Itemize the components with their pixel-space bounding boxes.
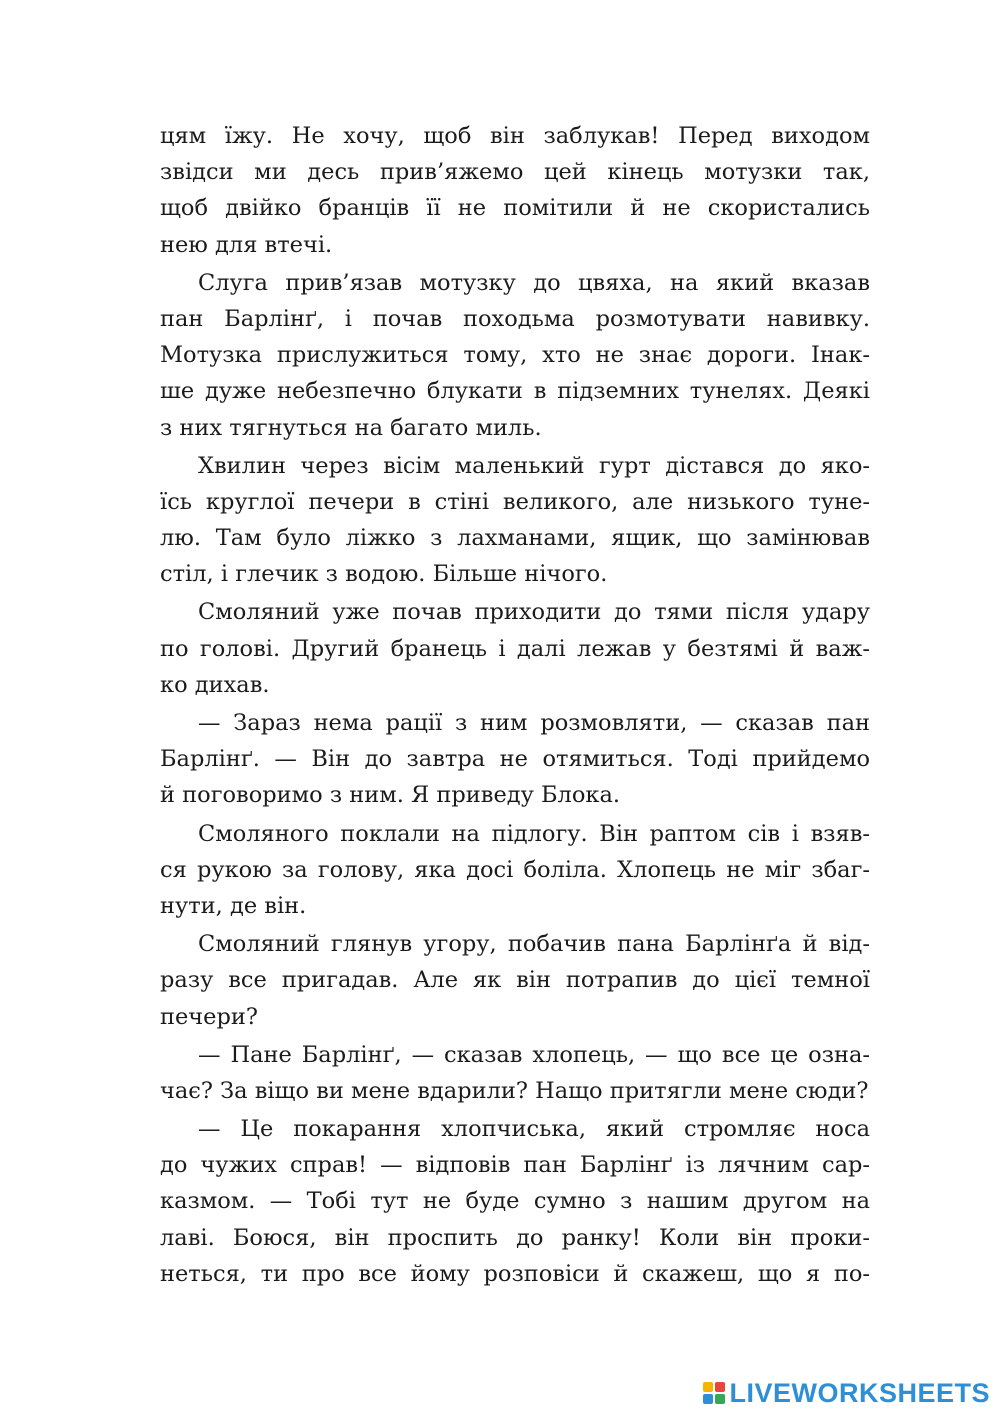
text-line: казмом. — Тобі тут не буде сумно з нашим другом на: [160, 1188, 870, 1215]
text-line: цям їжу. Не хочу, щоб він заблукав! Перед виходом: [160, 123, 870, 149]
text-line: — Пане Барлінґ, — сказав хлопець, — що все це озна-: [198, 1041, 870, 1068]
text-line: Слуга прив’язав мотузку до цвяха, на який вказав: [198, 269, 870, 296]
text-line: — Це покарання хлопчиська, який стромляє носа: [198, 1116, 870, 1143]
paragraph: [160, 594, 870, 703]
paragraph: [160, 705, 870, 814]
text-line: ше дуже небезпечно блукати в підземних тунелях. Деякі: [160, 378, 870, 405]
paragraph: [160, 1111, 870, 1292]
text-line: лаві. Боюся, він проспить до ранку! Коли він проки-: [160, 1224, 870, 1251]
text-line: — Зараз нема рації з ним розмовляти, — сказав пан: [198, 710, 870, 736]
text-line: щоб двійко бранців її не помітили й не скористались: [160, 195, 870, 222]
text-line: лю. Там було ліжко з лахманами, ящик, що замінював: [160, 525, 870, 552]
text-line: Барлінґ. — Він до завтра не отямиться. Тоді прийдемо: [160, 746, 870, 773]
text-line: Мотузка прислужиться тому, хто не знає дороги. Інак-: [160, 342, 870, 369]
text-line: неться, ти про все йому розповіси й скажеш, що я по-: [160, 1260, 870, 1287]
text-line: разу все пригадав. Але як він потрапив до цієї темної: [160, 967, 870, 994]
text-line: й поговоримо з ним. Я приведу Блока.: [160, 782, 621, 809]
text-line: Хвилин через вісім маленький гурт дістався до яко-: [198, 452, 870, 479]
text-line: нути, де він.: [160, 892, 307, 919]
text-line: по голові. Другий бранець і далі лежав у безтямі й важ-: [160, 635, 870, 662]
text-line: ко дихав.: [160, 671, 270, 698]
brand-name: LIVEWORKSHEETS: [729, 1377, 990, 1408]
paragraph: [160, 118, 870, 263]
text-line: чає? За віщо ви мене вдарили? Нащо притягли мене сюди?: [160, 1077, 869, 1104]
paragraph: [160, 265, 870, 446]
paragraph: [160, 926, 870, 1035]
text-line: Смоляний уже почав приходити до тями після удару: [198, 599, 870, 626]
text-line: Смоляний глянув угору, побачив пана Барлінґа й від-: [198, 931, 870, 958]
text-line: стіл, і глечик з водою. Більше нічого.: [160, 561, 608, 588]
text-line: печери?: [160, 1003, 258, 1030]
liveworksheets-logo-icon: [703, 1382, 725, 1404]
paragraph: [160, 1037, 870, 1109]
text-line: Смоляного поклали на підлогу. Він раптом сів і взяв-: [198, 820, 870, 847]
text-line: звідси ми десь прив’яжемо цей кінець мотузки так,: [160, 159, 870, 186]
text-line: нею для втечі.: [160, 231, 333, 258]
text-line: їсь круглої печери в стіні великого, але низького туне-: [160, 488, 870, 515]
text-line: ся рукою за голову, яка досі боліла. Хлопець не міг збаг-: [160, 856, 870, 883]
text-line: до чужих справ! — відповів пан Барлінґ із лячним сар-: [160, 1152, 870, 1179]
text-line: з них тягнуться на багато миль.: [160, 414, 542, 441]
book-page-text: [160, 118, 870, 1294]
text-line: пан Барлінґ, і почав походьма розмотувати навивку.: [160, 305, 870, 332]
paragraph: [160, 448, 870, 593]
paragraph: [160, 816, 870, 925]
liveworksheets-watermark: [703, 1375, 990, 1411]
